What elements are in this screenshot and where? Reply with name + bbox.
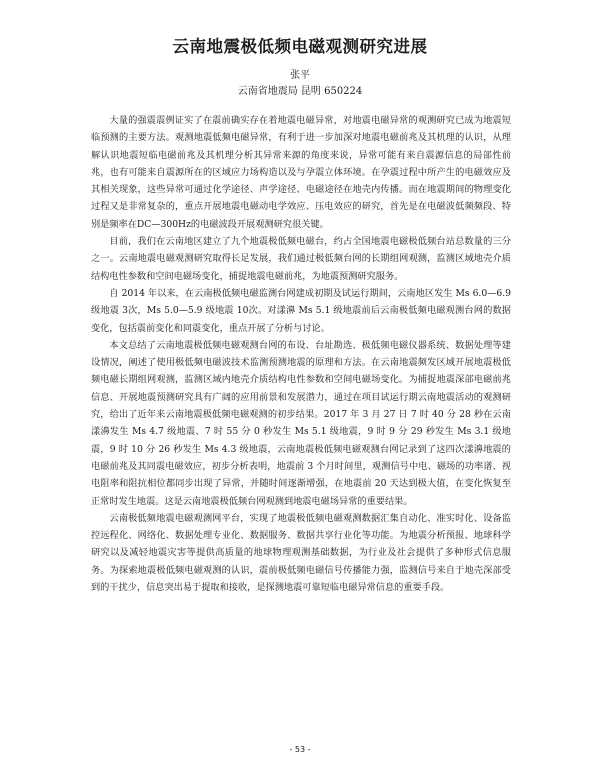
paragraph-5: 云南极低频地震电磁观测网平台，实现了地震极低频电磁观测数据汇集自动化、准实时化、设备监控远程化、网络化、数据处理专业化、数据服务、数据共享行业化等功能。为地震分析预报、地球科学研究以及减轻地震灾害等提供高质量的地球物理观测基础数据，为行业及社会提供了多种形式信息服务。为探索地震极低频电磁观测的认识，震前极低频电磁信号传播能力强，监测信号来自于地壳深部受到的干扰少，信息突出易于提取和接收，是探测地震可靠短临电磁异常信息的重要手段。	[91, 512, 511, 594]
paragraph-1: 大量的强震震例证实了在震前确实存在着地震电磁异常，对地震电磁异常的观测研究已成为地震短临预测的主要方法。观测地震低频电磁异常，有利于进一步加深对地震电磁前兆及其机理的认识，从理解认识地震短临电磁前兆及其机理分析其异常来源的角度来说，异常可能有来自震源信息的局部性前兆，也有可能来自震源所在的区域应力场构造以及与孕震立体环境。在孕震过程中所产生的电磁效应及其相关现象，这些异常可通过化学途径、声学途径、电磁途径在地壳内传播。而在地震期间的物理变化过程又是非常复杂的，重点开展地震电磁动电学效应、压电效应的研究，首先是在电磁波低频频段、特别是频率在DC—300Hz的电磁波段开展观测研究很关键。	[91, 115, 511, 230]
author-name: 张平	[290, 70, 310, 81]
page-title: 云南地震极低频电磁观测研究进展	[172, 37, 428, 56]
page-number: - 53 -	[289, 745, 311, 754]
paragraph-3: 自 2014 年以来，在云南极低频电磁监测台网建成初期及试运行期间，云南地区发生 Ms 6.0—6.9 级地震 3次，Ms 5.0—5.9 级地震 10次。对漾濞 Ms 5.1 级地震前后云南极低频电磁观测台网的数据变化，包括震前变化和同震变化，重点开展了分析与讨论。	[91, 287, 511, 334]
paragraph-2: 目前，我们在云南地区建立了九个地震极低频电磁台，约占全国地震电磁极低频台站总数量的三分之一。云南地震电磁观测研究取得长足发展，我们通过极低频台网的长期组网观测，监测区域地壳介质结构电性参数和空间电磁场变化，捕捉地震电磁前兆，为地震预测研究服务。	[91, 236, 511, 282]
author-affiliation: 云南省地震局 昆明 650224	[237, 86, 363, 97]
paragraph-4: 本文总结了云南地震极低频电磁观测台网的布设、台址勘选、极低频电磁仪器系统、数据处理等建设情况，阐述了使用极低频电磁波技术监测预测地震的原理和方法。在云南地震频发区域开展地震极低频电磁长期组网观测，监测区域内地壳介质结构电性参数和空间电磁场变化。为捕捉地震深部电磁前兆信息、开展地震预测研究具有广阔的应用前景和发展潜力，通过在项目试运行期云南地震活动的观测研究，给出了近年来云南地震极低频电磁观测的初步结果。2017 年 3 月 27 日 7 时 40 分 28 秒在云南漾濞发生 Ms 4.7 级地震、7 时 55 分 0 秒发生 Ms 5.1 级地震，9 时 9 分 29 秒发生 Ms 3.1 级地震，9 时 10 分 26 秒发生 Ms 4.3 级地震，云南地震极低频电磁观测台网记录到了这四次漾濞地震的电磁前兆及其同震电磁效应，初步分析表明，地震前 3 个月时间里，观测信号中电、磁场的功率谱、视电阻率和阻抗相位都同步出现了异常，并随时间逐渐增强，在地震前 20 天达到极大值，在变化恢复至正常时发生地震。这是云南地震极低频台网观测到地震电磁场异常的重要结果。	[91, 339, 511, 507]
article-body	[91, 112, 511, 596]
